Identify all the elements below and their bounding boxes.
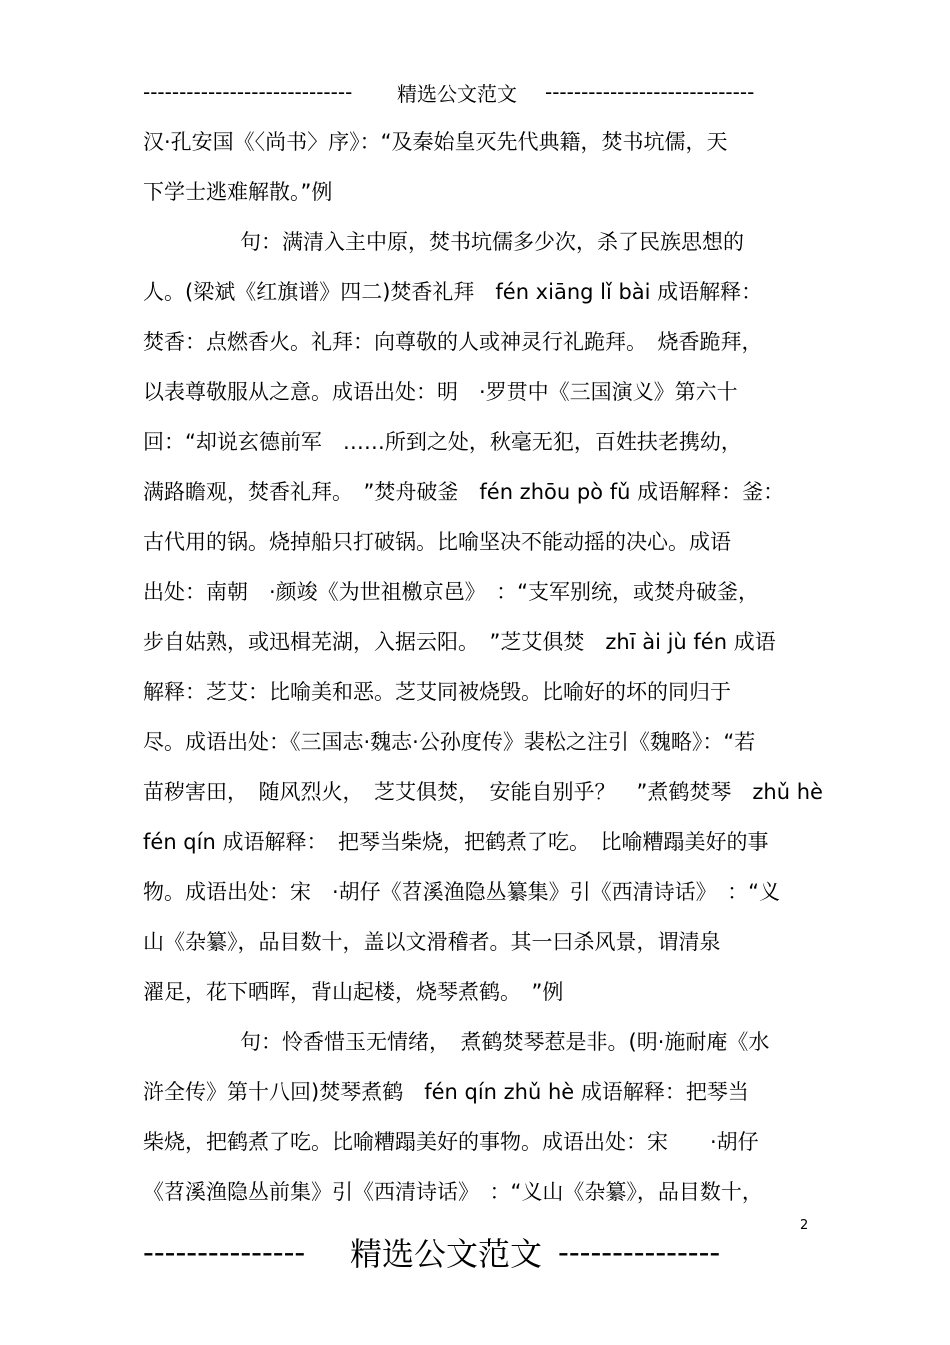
footer-dashes-left: ---------------	[143, 1233, 306, 1271]
body-line: 《苕溪渔隐丛前集》引《西清诗话》 ：“义山《杂纂》，品目数十，	[143, 1180, 763, 1204]
body-line: 回：“却说玄德前军 ……所到之处，秋毫无犯，百姓扶老携幼，	[143, 430, 742, 454]
header-dashes-right: -----------------------------	[545, 80, 755, 104]
body-line: 解释：芝艾：比喻美和恶。芝艾同被烧毁。比喻好的坏的同归于	[143, 680, 731, 704]
header-dashes-left: -----------------------------	[143, 80, 353, 104]
body-line: 满路瞻观，焚香礼拜。 ”焚舟破釜 fén zhōu pò fǔ 成语解释：釜：	[143, 480, 785, 504]
body-line: 以表尊敬服从之意。成语出处：明 ·罗贯中《三国演义》第六十	[143, 380, 738, 404]
header-title: 精选公文范文	[397, 81, 517, 106]
body-line: 古代用的锅。烧掉船只打破锅。比喻坚决不能动摇的决心。成语	[143, 530, 731, 554]
body-line: 柴烧，把鹤煮了吃。比喻糟蹋美好的事物。成语出处：宋 ·胡仔	[143, 1130, 759, 1154]
body-line: 句：怜香惜玉无情绪， 煮鹤焚琴惹是非。(明·施耐庵《水	[240, 1030, 770, 1054]
body-line: 下学士逃难解散。”例	[143, 180, 333, 204]
body-line: 濯足，花下晒晖，背山起楼，烧琴煮鹤。 ”例	[143, 980, 564, 1004]
page-number: 2	[800, 1218, 809, 1233]
body-line: 句：满清入主中原，焚书坑儒多少次，杀了民族思想的	[240, 230, 744, 254]
page-footer	[143, 1228, 775, 1276]
body-line: 苗秽害田， 随风烈火， 芝艾俱焚， 安能自别乎？ ”煮鹤焚琴 zhǔ hè	[143, 780, 823, 804]
body-line: 人。(梁斌《红旗谱》四二)焚香礼拜 fén xiāng lǐ bài 成语解释：	[143, 280, 763, 304]
body-line: 出处：南朝 ·颜竣《为世祖檄京邑》 ：“支军别统，或焚舟破釜，	[143, 580, 760, 604]
body-line: 浒全传》第十八回)焚琴煮鹤 fén qín zhǔ hè 成语解释：把琴当	[143, 1080, 749, 1104]
body-line: 尽。成语出处：《三国志·魏志·公孙度传》裴松之注引《魏略》：“若	[143, 730, 756, 754]
footer-title: 精选公文范文	[350, 1235, 543, 1273]
footer-dashes-right: ---------------	[558, 1233, 721, 1271]
body-line: 物。成语出处：宋 ·胡仔《苕溪渔隐丛纂集》引《西清诗话》 ：“义	[143, 880, 781, 904]
body-line: 焚香：点燃香火。礼拜：向尊敬的人或神灵行礼跪拜。 烧香跪拜，	[143, 330, 763, 354]
body-line: 山《杂纂》，品目数十，盖以文滑稽者。其一曰杀风景，谓清泉	[143, 930, 721, 954]
page-header	[143, 78, 775, 106]
body-line: fén qín 成语解释： 把琴当柴烧，把鹤煮了吃。 比喻糟蹋美好的事	[143, 830, 769, 854]
body-line: 步自姑熟，或迅楫芜湖，入据云阳。 ”芝艾俱焚 zhī ài jù fén 成语	[143, 630, 776, 654]
body-line: 汉·孔安国《〈尚书〉序》：“及秦始皇灭先代典籍，焚书坑儒，天	[143, 130, 728, 154]
